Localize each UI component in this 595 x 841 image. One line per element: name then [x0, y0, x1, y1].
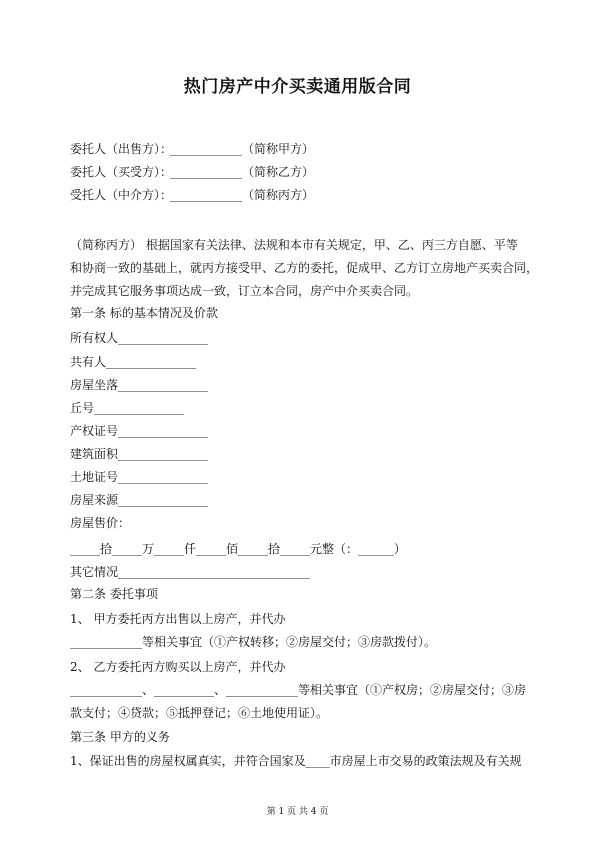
party-label: 委托人（买受方）： [70, 165, 173, 179]
cert-field: 产权证号_______________ [70, 424, 209, 438]
preamble-line-3: 并完成其它服务事项达成一致，订立本合同，房产中介买卖合同。 [70, 284, 419, 298]
party-label: 委托人（出售方）： [70, 142, 173, 156]
party-alias: （简称乙方） [242, 165, 315, 179]
document-title: 热门房产中介买卖通用版合同 [183, 77, 412, 97]
party-seller [70, 139, 530, 159]
owner-field: 所有权人_______________ [70, 331, 209, 345]
party-alias: （简称甲方） [242, 142, 315, 156]
article-2-heading: 第二条 委托事项 [70, 587, 158, 601]
location-field: 房屋坐落_______________ [70, 378, 209, 392]
article-2-item-2: 2、 乙方委托丙方购买以上房产，并代办 [70, 660, 286, 674]
article-2-item-2-cont2: 款支付；④贷款；⑤抵押登记；⑥土地使用证）。 [70, 706, 329, 720]
source-field: 房屋来源_______________ [70, 493, 209, 507]
article-3-item-1: 1、保证出售的房屋权属真实，并符合国家及____市房屋上市交易的政策法规及有关规 [70, 754, 522, 768]
land-field: 土地证号_______________ [70, 470, 209, 484]
article-2-item-1: 1、 甲方委托丙方出售以上房产，并代办 [70, 612, 286, 626]
party-agent [70, 185, 530, 205]
lot-field: 丘号_______________ [70, 401, 185, 415]
price-label: 房屋售价： [70, 516, 131, 530]
party-blank: ____________ [170, 188, 242, 202]
article-2-item-2-cont: ____________、__________、____________等相关事宜（①产权房；②房屋交付；③房 [70, 683, 527, 697]
article-3-heading: 第三条 甲方的义务 [70, 730, 170, 744]
party-label: 受托人（中介方）： [70, 188, 173, 202]
article-1-heading: 第一条 标的基本情况及价款 [70, 306, 218, 320]
preamble-line-1: （简称丙方） 根据国家有关法律、法规和本市有关规定，甲、乙、丙三方自愿、平等 [70, 238, 518, 252]
price-line: _____拾_____万_____仟_____佰_____拾_____元整（：______） [70, 542, 407, 556]
article-2-item-1-cont: ____________等相关事宜（①产权转移；②房屋交付；③房款拨付）。 [70, 635, 437, 649]
party-blank: ____________ [170, 165, 242, 179]
page-footer: 第 1 页 共 4 页 [266, 807, 329, 817]
preamble-line-2: 和协商一致的基础上，就丙方接受甲、乙方的委托，促成甲、乙方订立房地产买卖合同， [70, 261, 539, 275]
other-field: 其它情况________________________________ [70, 565, 311, 579]
party-blank: ____________ [170, 142, 242, 156]
area-field: 建筑面积_______________ [70, 447, 209, 461]
party-alias: （简称丙方） [242, 188, 315, 202]
co-owner-field: 共有人_______________ [70, 355, 197, 369]
party-buyer [70, 162, 530, 182]
